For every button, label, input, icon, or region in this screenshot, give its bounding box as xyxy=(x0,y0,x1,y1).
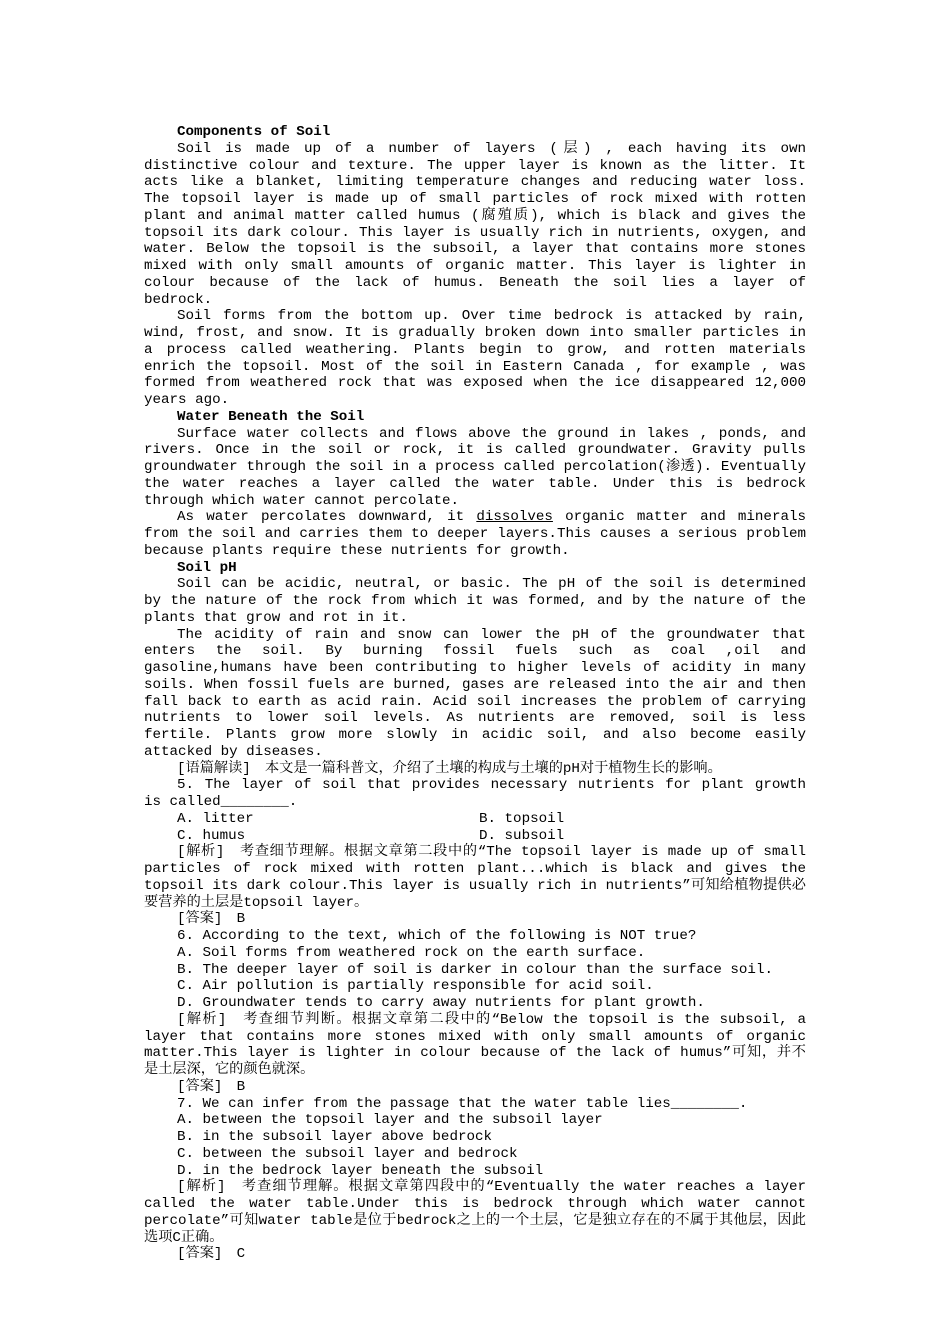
paragraph xyxy=(144,509,806,559)
option: B. topsoil xyxy=(479,810,565,827)
option: A. Soil forms from weathered rock on the earth surface. xyxy=(177,944,646,961)
section-heading-water: Water Beneath the Soil xyxy=(177,408,365,425)
underlined-word: dissolves xyxy=(476,509,553,526)
analysis: [解析] 考查细节理解。根据文章第四段中的“Eventually the water reaches a layer called the water table.Under this is bedrock through which water cannot percolate”可知water table是位于bedrock之上的一个土层，它是独立存在的不属于其他层，因此选项C正确。 xyxy=(144,1179,806,1246)
option: C. between the subsoil layer and bedrock xyxy=(177,1145,518,1162)
paragraph: Soil is made up of a number of layers (层) , each having its own distinctive colour and texture. The upper layer is known as the litter. It acts like a blanket, limiting temperature changes and reducing water loss. The topsoil layer is made up of small particles of rock mixed with rotten plant and animal matter called humus (腐殖质), which is black and gives the topsoil its dark colour. This layer is usually rich in nutrients, oxygen, and water. Below the topsoil is the subsoil, a layer that contains more stones mixed with only small amounts of organic matter. This layer is lighter in colour because of the lack of humus. Beneath the soil lies a layer of bedrock. xyxy=(144,140,806,308)
paragraph: Soil can be acidic, neutral, or basic. The pH of the soil is determined by the nature of the rock from which it was formed, and by the nature of the plants that grow and rot in it. xyxy=(144,576,806,626)
analysis: [解析] 考查细节理解。根据文章第二段中的“The topsoil layer is made up of small particles of rock mixed with rotten plant...which is black and gives the topsoil its dark colour.This layer is usually rich in nutrients”可知给植物提供必要营养的土层是topsoil layer。 xyxy=(144,844,806,911)
option: C. Air pollution is partially responsible for acid soil. xyxy=(177,978,654,995)
paragraph: Soil forms from the bottom up. Over time bedrock is attacked by rain, wind, frost, and snow. It is gradually broken down into smaller particles in a process called weathering. Plants begin to grow, and rotten materials enrich the topsoil. Most of the soil in Eastern Canada , for example , was formed from weathered rock that was exposed when the ice disappeared 12,000 years ago. xyxy=(144,308,806,408)
reading-note: [语篇解读] 本文是一篇科普文，介绍了土壤的构成与土壤的pH对于植物生长的影响。 xyxy=(177,760,722,777)
text-run: organic matter and minerals from the soil and carries them to deeper layers.This causes a serious problem because plants require these nutrients for growth. xyxy=(144,509,806,559)
paragraph: Surface water collects and flows above the ground in lakes , ponds, and rivers. Once in the soil or rock, it is called groundwater. Gravity pulls groundwater through the soil in a process called percolation(渗透). Eventually the water reaches a layer called the water table. Under this is bedrock through which water cannot percolate. xyxy=(144,425,806,509)
answer: [答案] B xyxy=(177,911,246,928)
option: C. humus xyxy=(177,827,246,844)
question-stem: 7. We can infer from the passage that the water table lies________. xyxy=(177,1095,748,1112)
text-run: As water percolates downward, it xyxy=(177,509,477,526)
question-stem: 5. The layer of soil that provides necessary nutrients for plant growth is called________. xyxy=(144,777,806,810)
section-heading-components: Components of Soil xyxy=(177,124,331,140)
paragraph: The acidity of rain and snow can lower the pH of the groundwater that enters the soil. By burning fossil fuels such as coal ,oil and gasoline,humans have been contributing to higher levels of acidity in many soils. When fossil fuels are burned, gases are released into the air and then fall back to earth as acid rain. Acid soil increases the problem of carrying nutrients to lower soil levels. As nutrients are removed, soil is less fertile. Plants grow more slowly in acidic soil, and also become easily attacked by diseases. xyxy=(144,626,806,760)
option: B. in the subsoil layer above bedrock xyxy=(177,1129,493,1145)
option: B. The deeper layer of soil is darker in colour than the surface soil. xyxy=(177,961,773,978)
question-stem: 6. According to the text, which of the following is NOT true? xyxy=(177,928,697,944)
section-heading-ph: Soil pH xyxy=(177,559,237,576)
option: A. litter xyxy=(177,810,254,827)
answer: [答案] B xyxy=(177,1078,246,1095)
option: A. between the topsoil layer and the subsoil layer xyxy=(177,1112,603,1129)
option: D. Groundwater tends to carry away nutrients for plant growth. xyxy=(177,995,705,1011)
option: D. in the bedrock layer beneath the subsoil xyxy=(177,1162,544,1179)
option-row xyxy=(144,828,806,845)
option: D. subsoil xyxy=(479,827,565,844)
document-page xyxy=(144,124,806,1263)
analysis: [解析] 考查细节判断。根据文章第二段中的“Below the topsoil is the subsoil, a layer that contains more stones mixed with only small amounts of organic matter.This layer is lighter in colour because of the lack of humus”可知，并不是土层深，它的颜色就深。 xyxy=(144,1011,806,1078)
option-row xyxy=(144,811,806,828)
answer: [答案] C xyxy=(177,1246,246,1263)
